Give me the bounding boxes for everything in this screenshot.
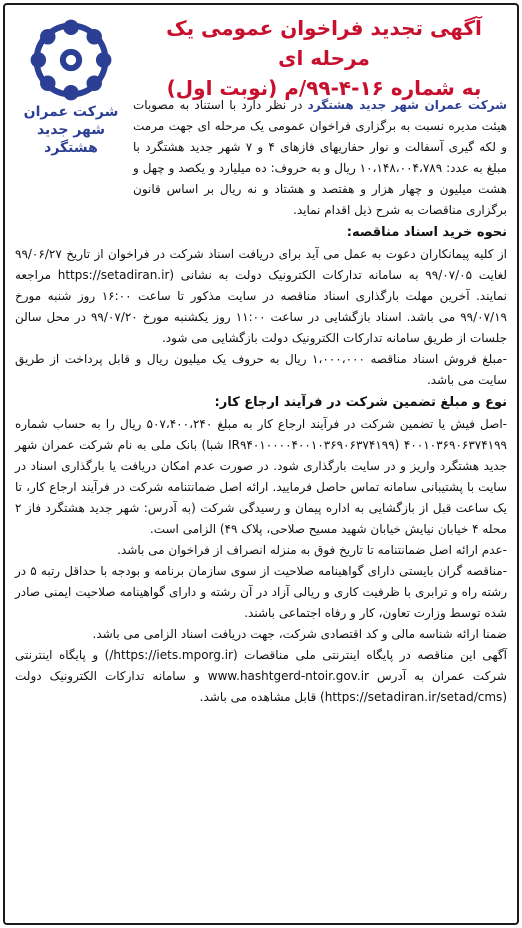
logo-text-line-2: شهر جدید هشتگرد (36, 122, 106, 156)
guarantee-deadline-paragraph: -عدم ارائه اصل ضمانتنامه تا تاریخ فوق به منزله انصراف از فراخوان می باشد. (117, 543, 507, 557)
intro-text: در نظر دارد با استناد به مصوبات هیئت مدیره نسبت به برگزاری فراخوان عمومی یک مرحله ای جهت مرمت و لکه گیری آسفالت و نوار حفاریهای فازهای ۴ و ۷ شهر جدید هشتگرد با مبلغ به عدد: ۱۰،۱۴۸،۰۰۴،۷۸۹ ریال و به حروف: ده میلیارد و یکصد و چهل و هشت میلیون و چهار هزار و هفتصد و هشتاد و نه ریال بر اساس قانون برگزاری مناقصات به شرح ذیل اقدام نماید. (133, 98, 507, 217)
intro-paragraph (15, 95, 507, 221)
advertisement-frame (3, 3, 519, 925)
logo-text-line-1: شرکت عمران (23, 104, 119, 120)
ad-title (139, 13, 509, 103)
qualification-paragraph: -مناقصه گران بایستی دارای گواهینامه صلاحیت از سوی سازمان برنامه و بودجه با حداقل رتبه ۵ در رشته راه و ترابری با ظرفیت کاری و ریالی آزاد در آن رشته و دارای گواهینامه صلاحیت ایمنی صادر شده توسط وزارت تعاون، کار و رفاه اجتماعی باشند. (15, 564, 508, 620)
ad-body (15, 95, 507, 917)
publication-paragraph: آگهی این مناقصه در پایگاه اینترنتی ملی مناقصات (https://iets.mporg.ir/) و پایگاه اینترنتی شرکت عمران به آدرس www.hashtgerd-ntoir.gov.ir و سامانه تدارکات الکترونیک دولت (https://setadiran.ir/setad/cms) قابل مشاهده می باشد. (15, 648, 507, 704)
document-purchase-paragraph: از کلیه پیمانکاران دعوت به عمل می آید برای دریافت اسناد شرکت در فراخوان از تاریخ ۹۹/۰۶/۲۷ لغایت ۹۹/۰۷/۰۵ به سامانه تدارکات الکترونیک دولت به نشانی (https://setadiran.ir مراجعه نمایند. آخرین مهلت بارگذاری اسناد مناقصه در سایت مذکور تا ساعت ۱۶:۰۰ روز شنبه مورخ ۹۹/۰۷/۱۹ می باشد. اسناد بازگشایی در ساعت ۱۱:۰۰ روز یکشنبه مورخ ۹۹/۰۷/۲۰ در محل سالن جلسات از طریق سامانه تدارکات الکترونیک دولت بازگشایی می شود. (15, 247, 508, 345)
title-line-2: به شماره ۱۶-۴-۹۹/م (نوبت اول) (166, 76, 482, 100)
section-title-guarantee: نوع و مبلغ تضمین شرکت در فرآیند ارجاع کار: (214, 395, 507, 410)
guarantee-paragraph: -اصل فیش یا تضمین شرکت در فرآیند ارجاع کار به مبلغ ۵۰۷،۴۰۰،۲۴۰ ریال را به حساب شماره ۴۰۰۱۰۳۶۹۰۶۳۷۴۱۹۹ (IR۹۴۰۱۰۰۰۰۴۰۰۱۰۳۶۹۰۶۳۷۴۱۹۹ شبا) بانک ملی به نام شرکت عمران شهر جدید هشتگرد واریز و در سایت بارگذاری شود. در صورت عدم امکان دریافت یا بارگذاری اسناد در سایت با پشتیبانی سامانه تماس حاصل فرمایید. ارائه اصل ضمانتنامه شرکت در فرآیند ارجاع کار، تا یک ساعت قبل از بازگشایی به اداره پیمان و رسیدگی شرکت (به آدرس: شهر جدید هشتگرد فاز ۲ محله ۴ خیابان نیایش خیابان شهید مسیح صلاحی، پلاک ۴۹) الزامی است. (15, 417, 507, 536)
company-name: شرکت عمران شهر جدید هشتگرد (307, 98, 507, 112)
document-price-paragraph: -مبلغ فروش اسناد مناقصه ۱،۰۰۰،۰۰۰ ریال به حروف یک میلیون ریال و قابل پرداخت از طریق سایت می باشد. (15, 352, 507, 387)
financial-id-paragraph: ضمنا ارائه شناسه مالی و کد اقتصادی شرکت، جهت دریافت اسناد الزامی می باشد. (92, 627, 507, 641)
section-title-document-purchase: نحوه خرید اسناد مناقصه: (346, 225, 507, 240)
company-emblem-icon (28, 17, 114, 103)
title-line-1: آگهی تجدید فراخوان عمومی یک مرحله ای (166, 16, 482, 70)
